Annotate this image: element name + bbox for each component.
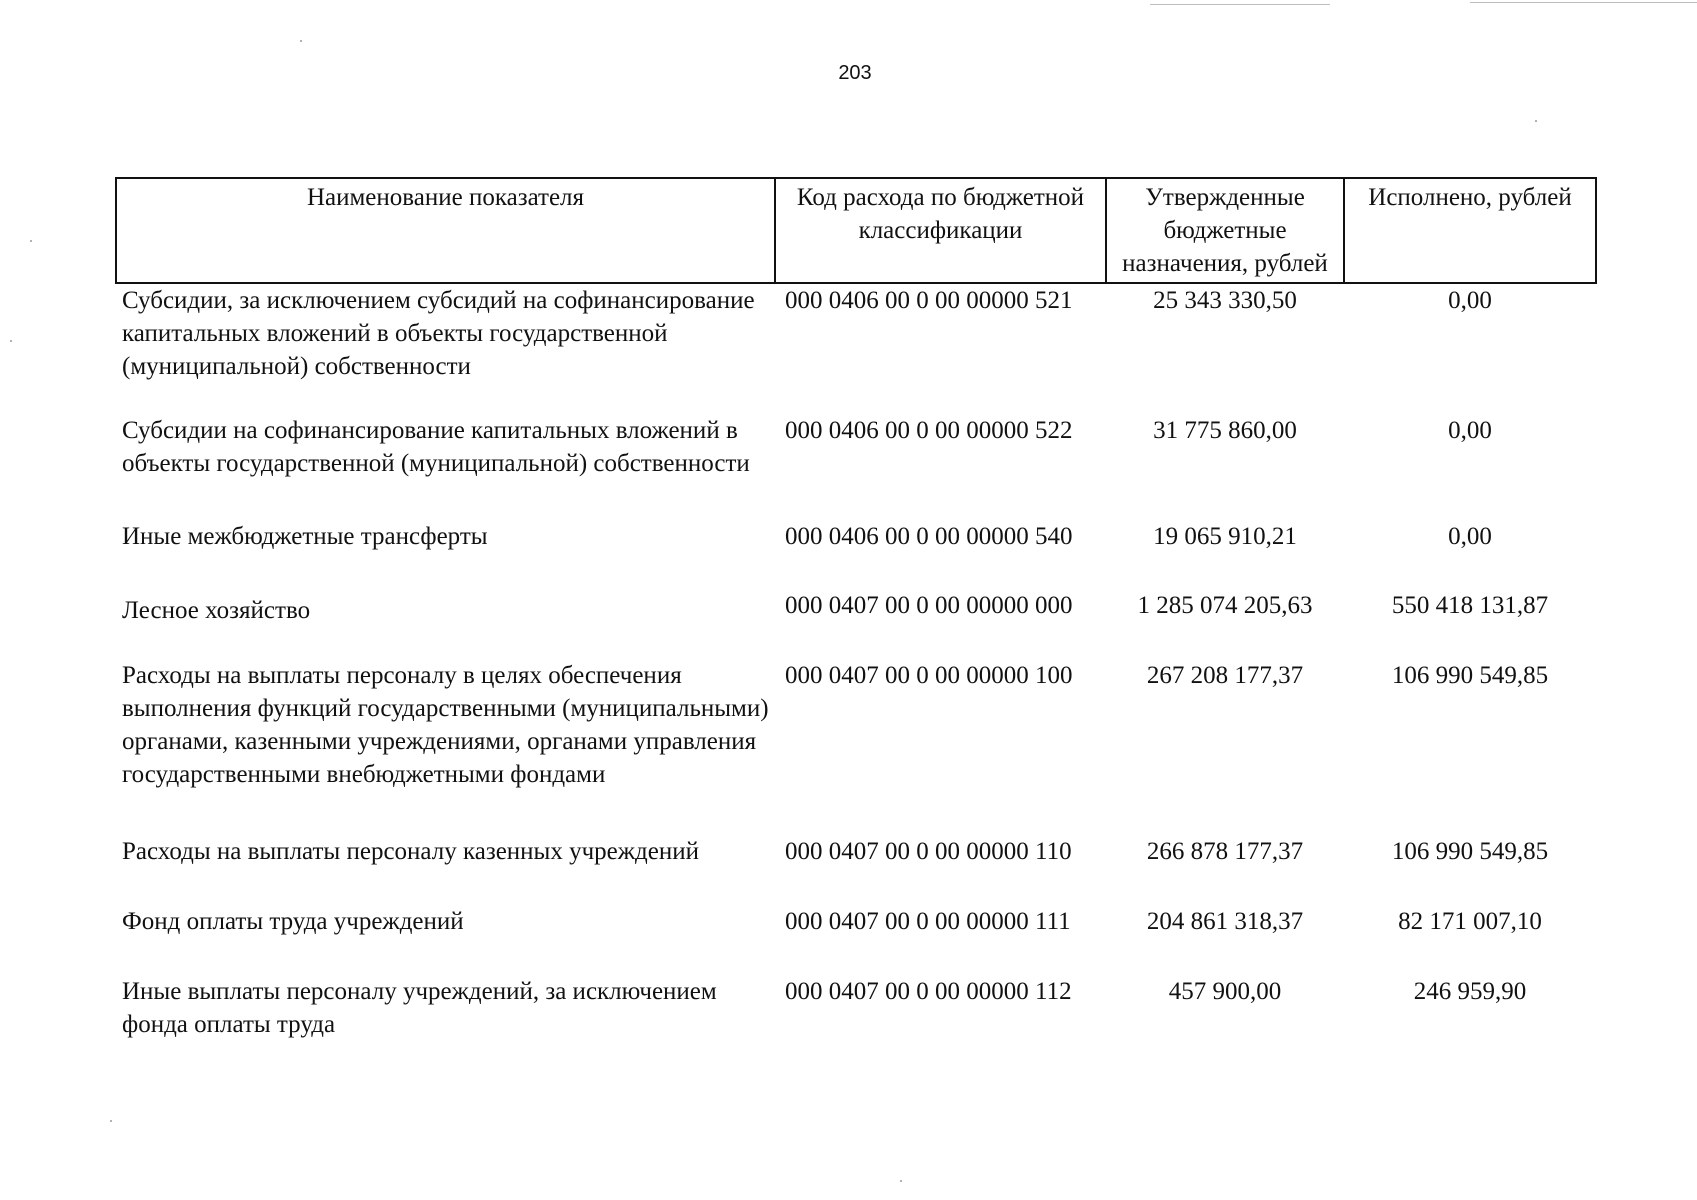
row-code: 000 0407 00 0 00 00000 000	[785, 592, 1073, 619]
row-executed: 0,00	[1448, 523, 1492, 550]
row-code: 000 0406 00 0 00 00000 540	[785, 523, 1073, 550]
row-approved: 25 343 330,50	[1153, 287, 1297, 314]
row-name: Лесное хозяйство	[122, 597, 311, 624]
header-approved-amount: Утвержденные бюджетные назначения, рублей	[1106, 178, 1344, 283]
row-executed: 550 418 131,87	[1391, 592, 1549, 619]
row-executed: 106 990 549,85	[1391, 662, 1549, 689]
row-name: Субсидии, за исключением субсидий на софинансирование капитальных вложений в объекты государственной (муниципальной) собственности	[122, 287, 755, 380]
row-approved: 457 900,00	[1168, 978, 1282, 1005]
scan-artifact-line	[1150, 4, 1330, 5]
budget-execution-table	[115, 177, 1597, 1045]
page-number: 203	[838, 62, 872, 84]
header-indicator-name: Наименование показателя	[116, 178, 775, 283]
header-executed-amount: Исполнено, рублей	[1344, 178, 1596, 283]
row-name: Расходы на выплаты персоналу казенных учреждений	[122, 838, 699, 865]
table-row	[116, 835, 1596, 905]
scan-artifact-dot	[300, 40, 302, 42]
row-code: 000 0407 00 0 00 00000 110	[785, 838, 1072, 865]
row-approved: 266 878 177,37	[1146, 838, 1304, 865]
header-budget-code: Код расхода по бюджетной классификации	[775, 178, 1106, 283]
row-approved: 204 861 318,37	[1146, 908, 1304, 935]
scan-artifact-dot	[900, 1180, 902, 1182]
table-row	[116, 659, 1596, 835]
scan-artifact-dot	[110, 1120, 112, 1122]
table-row	[116, 905, 1596, 975]
row-approved: 1 285 074 205,63	[1137, 592, 1313, 619]
scan-artifact-dot	[30, 240, 32, 242]
row-executed: 246 959,90	[1413, 978, 1527, 1005]
row-name: Расходы на выплаты персоналу в целях обеспечения выполнения функций государственными (муниципальными) органами, казенными учреждениями, органами управления государственными внебюджетными фондами	[122, 662, 769, 788]
row-code: 000 0406 00 0 00 00000 521	[785, 287, 1073, 314]
row-executed: 0,00	[1448, 417, 1492, 444]
table-row	[116, 520, 1596, 589]
row-approved: 19 065 910,21	[1153, 523, 1297, 550]
table-row	[116, 283, 1596, 414]
scan-artifact-dot	[1535, 120, 1537, 122]
row-name: Фонд оплаты труда учреждений	[122, 908, 464, 935]
row-approved: 31 775 860,00	[1153, 417, 1297, 444]
row-code: 000 0407 00 0 00 00000 112	[785, 978, 1072, 1005]
row-executed: 106 990 549,85	[1391, 838, 1549, 865]
row-name: Иные межбюджетные трансферты	[122, 523, 488, 550]
scan-artifact-dot	[10, 340, 12, 342]
row-name: Субсидии на софинансирование капитальных вложений в объекты государственной (муниципальной) собственности	[122, 417, 750, 477]
row-code: 000 0407 00 0 00 00000 111	[785, 908, 1071, 935]
table-row	[116, 414, 1596, 520]
table-row	[116, 975, 1596, 1045]
row-name: Иные выплаты персоналу учреждений, за исключением фонда оплаты труда	[122, 978, 717, 1038]
scan-artifact-line	[1470, 2, 1697, 3]
row-code: 000 0406 00 0 00 00000 522	[785, 417, 1073, 444]
budget-table-container	[115, 177, 1595, 1045]
row-executed: 82 171 007,10	[1398, 908, 1542, 935]
table-row	[116, 589, 1596, 659]
row-approved: 267 208 177,37	[1146, 662, 1304, 689]
table-header-row	[116, 178, 1596, 283]
row-code: 000 0407 00 0 00 00000 100	[785, 662, 1073, 689]
row-executed: 0,00	[1448, 287, 1492, 314]
